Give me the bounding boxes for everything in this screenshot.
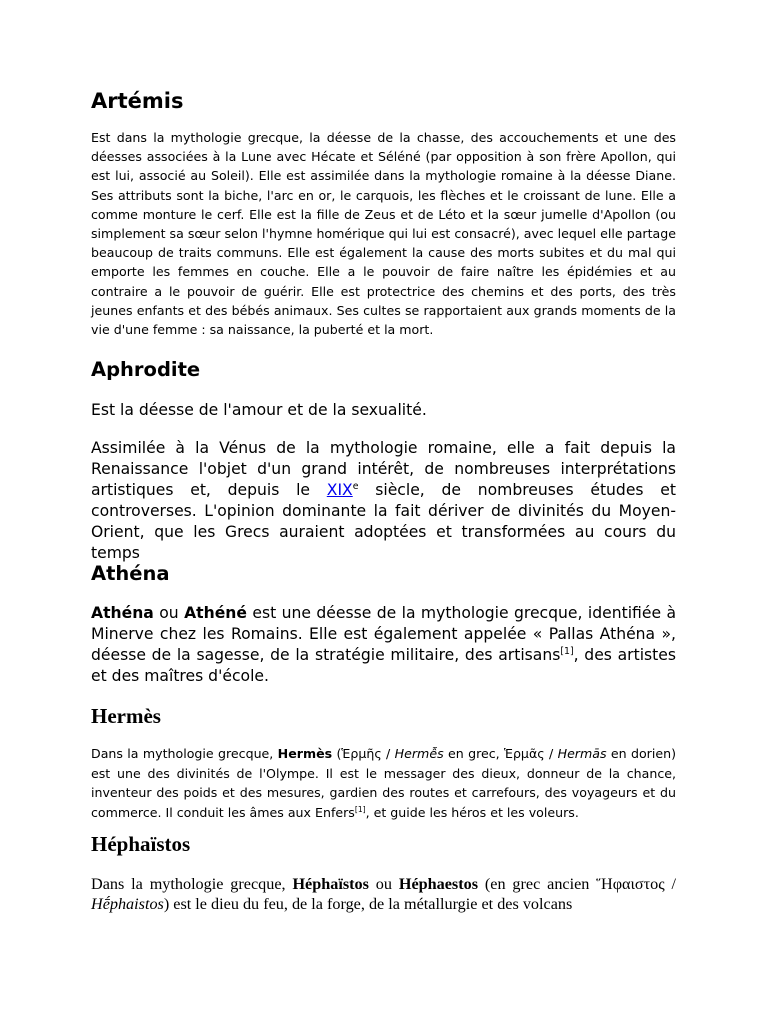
name-hephaestos: Héphaestos <box>398 875 479 893</box>
text-segment: ou <box>368 875 399 893</box>
heading-artemis: Artémis <box>91 89 184 113</box>
text-segment: ou <box>153 604 185 622</box>
text-segment: , des artistes et des maîtres d'école. <box>91 646 676 685</box>
text-segment: en grec, Ἑρμᾶς / <box>443 746 558 761</box>
text-segment: en dorien) est une des divinités de l'Olympe. Il est le messager des dieux, donneur de la chance, inventeur des poids et des mesures, gardien des routes et carrefours, des voyageurs et du commerce. Il conduit les âmes aux Enfers <box>91 746 676 820</box>
paragraph-hermes <box>91 744 676 822</box>
transliteration: Hḗphaistos <box>91 895 164 913</box>
text-segment: (Ἑρμῆς / <box>332 746 395 761</box>
paragraph-athena <box>91 603 676 687</box>
text-segment: , et guide les héros et les voleurs. <box>365 804 579 820</box>
heading-hermes: Hermès <box>91 704 161 728</box>
text-segment: Dans la mythologie grecque, <box>91 875 293 893</box>
text-segment: Dans la mythologie grecque, <box>91 746 278 761</box>
heading-hephaistos: Héphaïstos <box>91 832 191 856</box>
text-segment: Assimilée à la Vénus de la mythologie romaine, elle a fait depuis la Renaissance l'objet d'un grand intérêt, de nombreuses interprétations artistiques et, depuis le <box>91 439 676 499</box>
link-xix-century[interactable]: XIX <box>326 481 353 499</box>
text-segment: ) est le dieu du feu, de la forge, de la métallurgie et des volcans <box>163 895 573 913</box>
name-hephaistos: Héphaïstos <box>292 875 369 893</box>
text-segment: (en grec ancien Ἥφαιστος / <box>478 875 676 893</box>
superscript-e: e <box>352 480 359 492</box>
transliteration: Hermās <box>557 746 607 761</box>
name-athene: Athéné <box>184 604 247 622</box>
text-segment: est une déesse de la mythologie grecque, identifiée à Minerve chez les Romains. Elle est également appelée « Pallas Athéna », déesse de la sagesse, de la stratégie militaire, des artisans <box>91 604 676 664</box>
paragraph-aphrodite-details <box>91 438 676 564</box>
transliteration: Hermễs <box>394 746 444 761</box>
paragraph-aphrodite-intro: Est la déesse de l'amour et de la sexualité. <box>91 401 427 419</box>
name-hermes: Hermès <box>277 746 333 761</box>
footnote-ref: [1] <box>560 645 574 657</box>
text-segment: siècle, de nombreuses études et controverses. L'opinion dominante la fait dériver de divinités du Moyen-Orient, que les Grecs auraient adoptées et transformées au cours du temps <box>91 481 676 562</box>
heading-athena: Athéna <box>91 562 170 585</box>
paragraph-hephaistos <box>91 874 676 914</box>
heading-aphrodite: Aphrodite <box>91 358 201 381</box>
footnote-ref: [1] <box>354 804 366 814</box>
name-athena: Athéna <box>91 604 154 622</box>
paragraph-artemis: Est dans la mythologie grecque, la déesse de la chasse, des accouchements et une des déesses associées à la Lune avec Hécate et Séléné (par opposition à son frère Apollon, qui est lui, associé au Soleil). Elle est assimilée dans la mythologie romaine à la déesse Diane. Ses attributs sont la biche, l'arc en or, le carquois, les flèches et le croissant de lune. Elle a comme monture le cerf. Elle est la fille de Zeus et de Léto et la sœur jumelle d'Apollon (ou simplement sa sœur selon l'hymne homérique qui lui est consacré), avec lequel elle partage beaucoup de traits communs. Elle est également la cause des morts subites et du mal qui emporte les femmes en couche. Elle a le pouvoir de faire naître les épidémies et au contraire a le pouvoir de guérir. Elle est protectrice des chemins et des ports, des très jeunes enfants et des bébés animaux. Ses cultes se rapportaient aux grands moments de la vie d'une femme : sa naissance, la puberté et la mort. <box>91 130 676 338</box>
